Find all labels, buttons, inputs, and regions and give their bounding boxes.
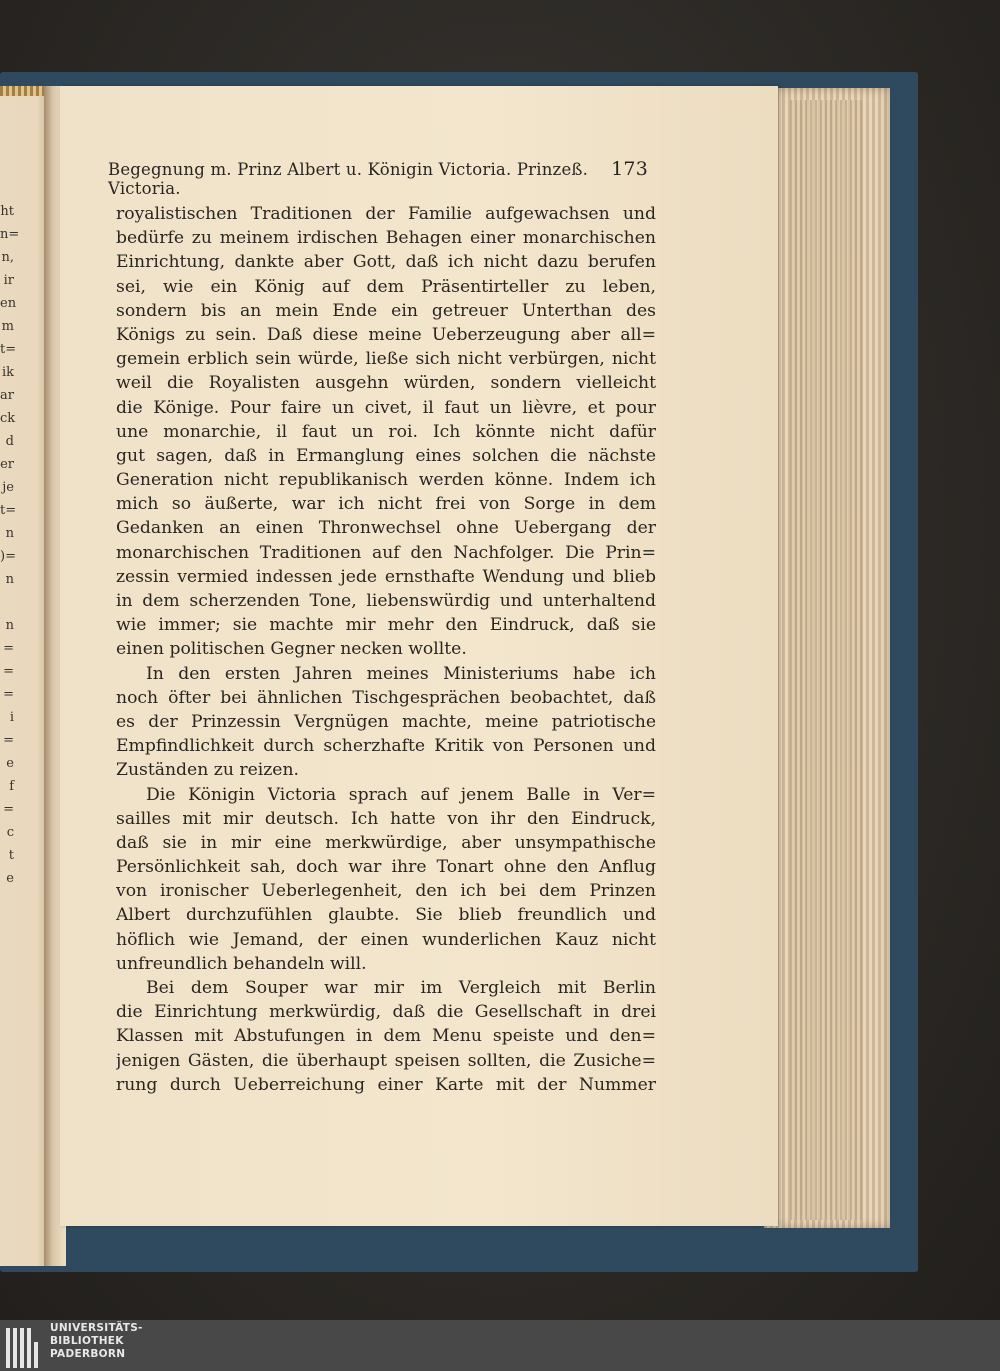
text-line: jenigen Gästen, die überhaupt speisen sollten, die Zusiche= <box>116 1050 656 1071</box>
left-page-fragment: f <box>9 779 14 794</box>
text-line: une monarchie, il faut un roi. Ich könnte nicht dafür <box>116 421 656 442</box>
text-line: Klassen mit Abstufungen in dem Menu speiste und den= <box>116 1026 656 1047</box>
left-page-fragment: ik <box>1 365 14 380</box>
text-line: einen politischen Gegner necken wollte. <box>116 639 467 660</box>
library-name <box>50 1322 170 1361</box>
page-number: 173 <box>611 158 648 180</box>
left-page-fragment: e <box>6 871 14 886</box>
text-line: Persönlichkeit sah, doch war ihre Tonart ohne den Anflug <box>116 857 656 878</box>
left-page-fragment: = <box>3 802 14 817</box>
text-line: sondern bis an mein Ende ein getreuer Unterthan des <box>116 300 656 321</box>
text-line: von ironischer Ueberlegenheit, den ich bei dem Prinzen <box>116 881 656 902</box>
library-name-line-3: PADERBORN <box>50 1348 126 1360</box>
left-page-fragment: n <box>5 618 14 633</box>
text-line: wie immer; sie machte mir mehr den Eindruck, daß sie <box>116 615 656 636</box>
left-page-fragment: ck <box>0 411 16 426</box>
body-text <box>116 202 656 1097</box>
text-line: Empfindlichkeit durch scherzhafte Kritik von Personen und <box>116 736 656 757</box>
text-line: Zuständen zu reizen. <box>116 760 299 781</box>
text-line: sei, wie ein König auf dem Präsentirteller zu leben, <box>116 276 656 297</box>
left-page-fragment: = <box>3 641 14 656</box>
text-line: Einrichtung, dankte aber Gott, daß ich nicht dazu berufen <box>116 252 656 273</box>
left-page-fragment: d <box>5 434 14 449</box>
text-line: daß sie in mir eine merkwürdige, aber unsympathische <box>116 832 656 853</box>
left-page-fragment: n, <box>1 250 14 265</box>
text-line: bedürfe zu meinem irdischen Behagen einer monarchischen <box>116 228 656 249</box>
left-page-fragment: t= <box>0 342 17 357</box>
text-line: monarchischen Traditionen auf den Nachfolger. Die Prin= <box>116 542 656 563</box>
running-title: Begegnung m. Prinz Albert u. Königin Victoria. Prinzeß. Victoria. <box>108 160 589 198</box>
library-name-line-1: UNIVERSITÄTS- <box>50 1322 143 1334</box>
text-line: Gedanken an einen Thronwechsel ohne Uebergang der <box>116 518 656 539</box>
text-line: noch öfter bei ähnlichen Tischgesprächen beobachtet, daß <box>116 687 656 708</box>
text-line: Albert durchzufühlen glaubte. Sie blieb freundlich und <box>116 905 656 926</box>
text-line: gemein erblich sein würde, ließe sich nicht verbürgen, nicht <box>116 349 656 370</box>
text-line: Bei dem Souper war mir im Vergleich mit Berlin <box>146 978 656 998</box>
text-line: gut sagen, daß in Ermanglung eines solchen die nächste <box>116 445 656 466</box>
left-page-fragment: e <box>6 756 14 771</box>
library-name-line-2: BIBLIOTHEK <box>50 1335 124 1347</box>
text-line: die Einrichtung merkwürdig, daß die Gesellschaft in drei <box>116 1002 656 1023</box>
text-line: Generation nicht republikanisch werden könne. Indem ich <box>116 470 656 491</box>
page-edges-inner <box>790 100 862 1220</box>
text-line: in dem scherzenden Tone, liebenswürdig und unterhaltend <box>116 591 656 611</box>
left-page-fragment: n= <box>0 227 20 242</box>
left-page-fragment: n <box>5 572 14 587</box>
text-line: zessin vermied indessen jede ernsthafte Wendung und blieb <box>116 566 656 587</box>
text-line: weil die Royalisten ausgehn würden, sondern vielleicht <box>116 373 656 394</box>
text-line: In den ersten Jahren meines Ministeriums habe ich <box>146 663 656 684</box>
text-line: rung durch Ueberreichung einer Karte mit der Nummer <box>116 1074 656 1095</box>
text-line: Königs zu sein. Daß diese meine Ueberzeugung aber all= <box>116 324 656 345</box>
left-page-fragment: t <box>8 848 14 863</box>
left-page-fragment: ar <box>0 388 14 403</box>
text-line: Die Königin Victoria sprach auf jenem Balle in Ver= <box>146 784 656 805</box>
text-line: royalistischen Traditionen der Familie aufgewachsen und <box>116 204 656 224</box>
text-line: höflich wie Jemand, der einen wunderlichen Kauz nicht <box>116 929 656 950</box>
left-page-fragment: m <box>1 319 14 334</box>
left-page-text-fragments <box>0 200 20 1000</box>
text-line: unfreundlich behandeln will. <box>116 953 367 974</box>
left-page-fragment: i <box>9 710 14 725</box>
left-page-fragment: = <box>3 664 14 679</box>
left-page-fragment: ht <box>0 204 14 219</box>
left-page-fragment: )= <box>0 549 16 564</box>
library-logo-icon <box>6 1324 42 1368</box>
text-line: mich so äußerte, war ich nicht frei von Sorge in dem <box>116 494 656 515</box>
left-page-fragment: er <box>0 457 14 472</box>
left-page-fragment: = <box>3 687 14 702</box>
page-header <box>108 158 648 198</box>
left-page-fragment <box>0 591 14 614</box>
text-line: es der Prinzessin Vergnügen machte, meine patriotische <box>116 711 656 732</box>
left-page-fragment: c <box>6 825 14 840</box>
left-page-fragment: t= <box>0 503 17 518</box>
left-page-fragment: n <box>5 526 14 541</box>
left-page-fragment: = <box>3 733 14 748</box>
left-page-fragment: je <box>2 480 14 495</box>
left-page-fragment: ir <box>3 273 14 288</box>
text-line: die Könige. Pour faire un civet, il faut un lièvre, et pour <box>116 397 656 418</box>
left-page-fragment: en <box>0 296 17 311</box>
text-line: sailles mit mir deutsch. Ich hatte von ihr den Eindruck, <box>116 808 656 829</box>
